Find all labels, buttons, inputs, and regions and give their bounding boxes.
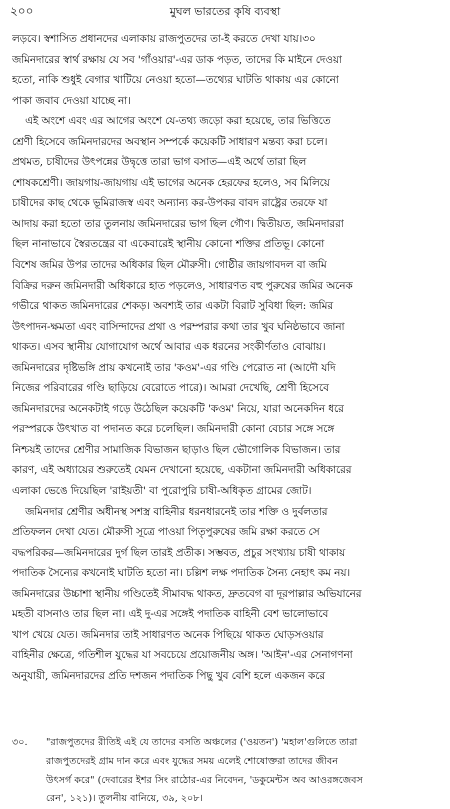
footnote-line <box>12 734 438 753</box>
running-title: মুঘল ভারতের কৃষি ব্যবস্থা <box>169 5 281 18</box>
text-line: আদায় করা হতো তার তুলনায় জমিনদারের ভাগ ছিল গৌণ। দ্বিতীয়ত, জমিনদাররা <box>12 217 344 230</box>
text-line: এলাকা ভেঙে দিয়েছিল 'রাইয়তী' বা পুরোপুরি চাষী-অধিকৃত গ্রামের জোট। <box>12 485 312 498</box>
text-line: প্রথমত, চাষীদের উৎপন্নের উদ্বৃত্তে তারা ভাগ বসাত—এই অর্থে তারা ছিল <box>12 156 307 169</box>
text-line: শ্রেণী হিসেবে জমিনদারদের অবস্থান সম্পর্কে কয়েকটি সাধারণ মন্তব্য করা চলে। <box>12 135 328 148</box>
text-line: হতো, নাকি শুধুই বেগার খাটিয়ে নেওয়া হতো—তথ্যের ঘাটতি থাকায় এর কোনো <box>12 74 339 87</box>
page-number: ২০০ <box>10 4 34 18</box>
text-line: বিক্রির দরুন জমিনদারী অধিকারে হাত পড়লেও, সাধারণত বহু পুরুষের জমির অনেক <box>12 279 353 292</box>
footnote-number: ৩০. <box>12 737 28 748</box>
text-line: পরস্পরকে উৎখাত বা পদানত করে চলেছিল। জমিনদারী কোনা বেচার সঙ্গে সঙ্গে <box>12 423 335 436</box>
text-line: জমিনদার শ্রেণীর অধীনস্থ সশস্ত্র বাহিনীর ধরনধারনেই তার শক্তি ও দুর্বলতার <box>12 505 328 518</box>
footnote-line: উৎসর্গ করে" (দেবারের ইশর সিং রাঠোর-এর নিবেদন, 'ডকুমেন্টস অব আওরঙ্গজেবস <box>46 774 363 786</box>
text-line: উৎপাদন-ক্ষমতা এবং বাসিন্দাদের প্রথা ও পরম্পরার কথা তার খুব ঘনিষ্ঠভাবে জানা <box>12 320 345 333</box>
text-line: এই অংশে এবং এর আগের অংশে যে-তথ্য জড়ো করা হয়েছে, তার ভিত্তিতে <box>12 115 331 128</box>
text-line: জমিনদারের উচ্চাশা স্থানীয় গণ্ডিতেই সীমাবদ্ধ থাকত, দ্রুতবেগ বা দূরপাল্লার অভিযানের <box>12 587 362 600</box>
text-line: বদ্ধপরিকর—জমিনদারের দুর্গ ছিল তারই প্রতীক। সম্ভবত, প্রচুর সংখ্যায় চাষী থাকায় <box>12 546 346 559</box>
text-line: জমিনদারের দৃষ্টিভঙ্গি প্রায় কখনোই তার 'কওম'-এর গণ্ডি পেরোত না (আদৌ যদি <box>12 361 336 374</box>
page-header <box>10 3 440 25</box>
footnote-line: রাজপুতদেরই গ্রাম দান করে এবং যুদ্ধের সময় এলেই শোষোক্তরা তাদের জীবন <box>46 755 338 767</box>
text-line: নিশ্চয়ই তাদের শ্রেণীর সামাজিক বিভাজন ছাড়াও ছিল ভৌগোলিক বিভাজন। তার <box>12 443 341 456</box>
text-line: শোষকশ্রেণী। জায়গায়-জায়গায় এই ভাগের অনেক হেরফের হলেও, সব মিলিয়ে <box>12 176 330 189</box>
text-line: কারণ, এই অধ্যায়ের শুরুতেই যেমন দেখানো হয়েছে, একটানা জমিনদারী অধিকারের <box>12 464 352 477</box>
text-line: বাহিনীর ক্ষেত্রে, গতিশীল যুদ্ধের যা সবচেয়ে প্রয়োজনীয় অঙ্গ। 'আইন'-এর সেনাগণনা <box>12 649 353 662</box>
text-line: থাকত। এসব স্থানীয় যোগাযোগ অর্থে আবার এক ধরনের সংকীর্ণতাও বোঝায়। <box>12 341 326 354</box>
text-line: অনুযায়ী, জমিনদারদের প্রতি দশজন পদাতিক পিছু খুব বেশি হলে একজন করে <box>12 669 326 682</box>
text-line: পাকা জবাব দেওয়া যাচ্ছে না। <box>12 94 131 107</box>
text-line: গভীরে থাকত জমিনদারের শেকড়। অবশ্যই তার একটা বিরাট সুবিধা ছিল: জমির <box>12 300 334 313</box>
text-line: প্রতিফলন দেখা যেত। মৌরুসী সূত্রে পাওয়া পিতৃপুরুষের জমি রক্ষা করতে সে <box>12 526 320 539</box>
text-line: খাপ খেয়ে যেত। জমিনদার তাই সাধারণত অনেক পিছিয়ে থাকত ঘোড়সওয়ার <box>12 628 324 641</box>
text-line: পদাতিক সৈন্যের কখনোই ঘাটতি হতো না। চল্লিশ লক্ষ পদাতিক সৈন্য নেহাৎ কম নয়। <box>12 567 351 580</box>
footnote <box>12 734 438 809</box>
text-line: লড়বে। স্বশাসিত প্রধানদের এলাকায় রাজপুতদের তা-ই করতে দেখা যায়।৩০ <box>12 33 316 45</box>
footnote-line: রেন', ১২১)। তুলনীয় বানিয়ে, ৩৯, ২০৮। <box>46 793 203 805</box>
footnote-text: "রাজপুতদের রীতিই এই যে তাদের বসতি অঞ্চলের ('ওয়তন') 'মহাল'গুলিতে তারা <box>46 737 358 748</box>
text-line: বিশেষ জমির উপর তাদের অধিকার ছিল মৌরুসী। গোষ্ঠীর জায়গাবদল বা জমি <box>12 259 327 272</box>
text-line: জমিনদারদের অনেকটাই গড়ে উঠেছিল কয়েকটি 'কওম' নিয়ে, যারা অনেকদিন ধরে <box>12 402 344 415</box>
body-text <box>12 29 438 687</box>
text-line: জমিনদারের স্বার্থ রক্ষায় যে সব 'গাঁওয়ার'-এর ডাক পড়ত, তাদের কি মাইনে দেওয়া <box>12 53 342 66</box>
text-line: চাষীদের কাছ থেকে ভূমিরাজস্ব এবং অন্যান্য কর-উপকর বাবদ রাষ্ট্রের তরফে যা <box>12 197 328 210</box>
text-line: নিজের পরিবারের গণ্ডি ছাড়িয়ে বেরোতে পারে)। আমরা দেখেছি, শ্রেণী হিসেবে <box>12 382 329 395</box>
text-line: মহতী বাসনাও তার ছিল না। এই দু-এর সঙ্গেই পদাতিক বাহিনী বেশ ভালোভাবে <box>12 608 329 621</box>
text-line: ছিল নানাভাবে স্বৈরতন্ত্রের বা একেবারেই স্থানীয় কোনো শক্তির প্রতিভূ। কোনো <box>12 238 325 251</box>
